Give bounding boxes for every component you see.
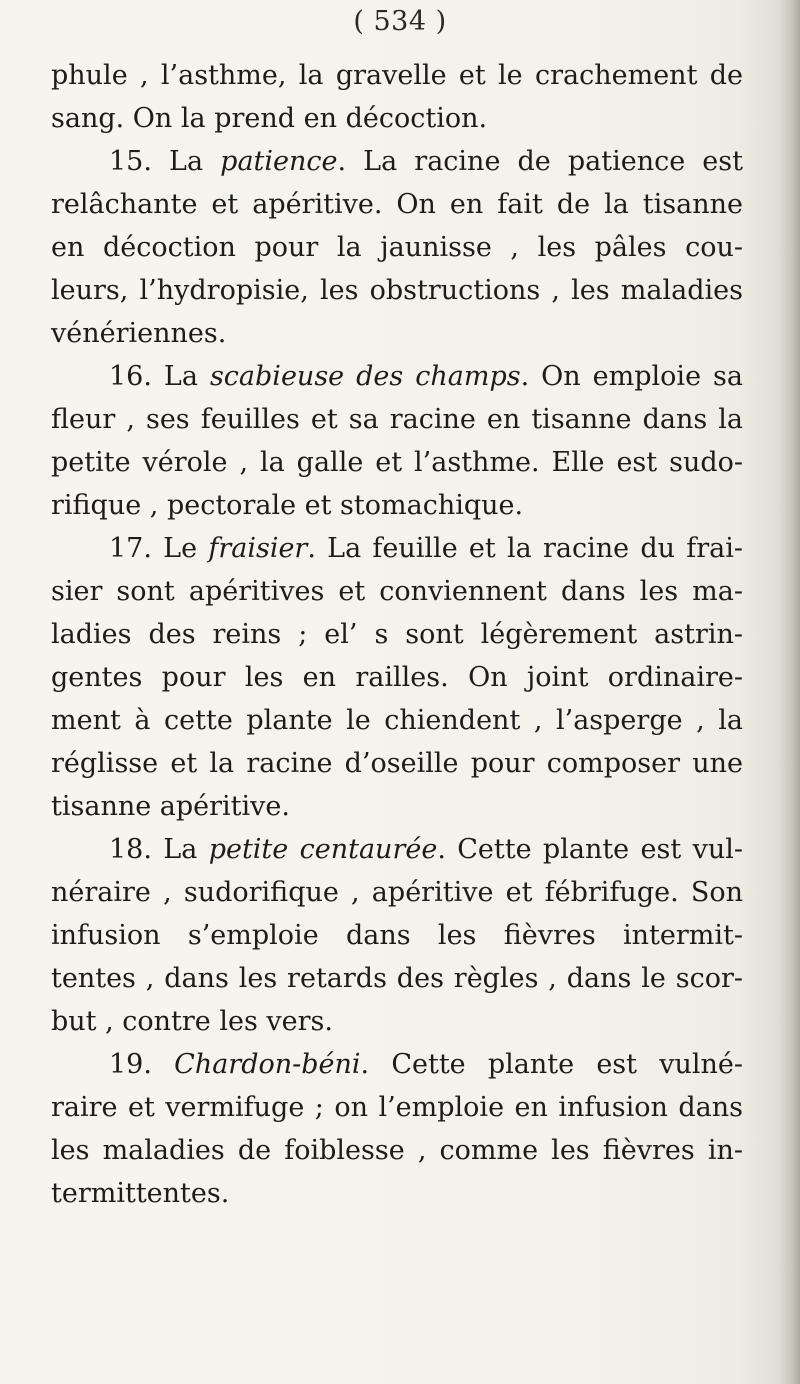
text-line: termittentes. (51, 1178, 230, 1209)
text-line: raire et vermifuge ; on l’emploie en infusion dans (51, 1092, 743, 1123)
text-line: phule , l’asthme, la gravelle et le crachement de (51, 60, 743, 91)
entry-text: . Cette plante est vulné- (360, 1049, 743, 1080)
text-line: ladies des reins ; el’ s sont légèrement astrin- (51, 619, 743, 650)
entry-number: 19. (109, 1049, 175, 1080)
text-line: rifique , pectorale et stomachique. (51, 490, 524, 521)
text-line: sier sont apéritives et conviennent dans les ma- (51, 576, 743, 607)
entry-number: 16. La (109, 361, 210, 392)
entry-text: . Cette plante est vul- (437, 834, 743, 865)
plant-name: petite centaurée (208, 834, 438, 865)
text-line: relâchante et apéritive. On en fait de la tisanne (51, 189, 743, 220)
text-line: leurs, l’hydropisie, les obstructions , les maladies (51, 275, 743, 306)
text-line (51, 527, 743, 570)
text-line: tisanne apéritive. (51, 791, 290, 822)
text-line: en décoction pour la jaunisse , les pâles cou- (51, 232, 743, 263)
text-line (51, 828, 743, 871)
text-line (51, 1043, 743, 1086)
plant-name: scabieuse des champs (209, 361, 521, 392)
text-line: infusion s’emploie dans les fièvres intermit- (51, 920, 743, 951)
text-line: petite vérole , la galle et l’asthme. Elle est sudo- (51, 447, 743, 478)
text-line: les maladies de foiblesse , comme les fièvres in- (51, 1135, 743, 1166)
entry-text: . On emploie sa (520, 361, 743, 392)
text-line: néraire , sudorifique , apéritive et fébrifuge. Son (51, 877, 743, 908)
entry-text: . La racine de patience est (337, 146, 743, 177)
text-line: gentes pour les en railles. On joint ordinaire- (51, 662, 743, 693)
text-line (51, 355, 743, 398)
page-edge-shadow (778, 0, 800, 1384)
text-line: sang. On la prend en décoction. (51, 103, 488, 134)
plant-name: Chardon-béni (174, 1049, 361, 1080)
text-line (51, 140, 743, 183)
text-line: fleur , ses feuilles et sa racine en tisanne dans la (51, 404, 743, 435)
text-line: vénériennes. (51, 318, 227, 349)
entry-text: . La feuille et la racine du frai- (307, 533, 743, 564)
text-line: but , contre les vers. (51, 1006, 333, 1037)
body-text (51, 54, 743, 1215)
entry-number: 15. La (109, 146, 221, 177)
page-number: ( 534 ) (353, 6, 447, 37)
text-line: tentes , dans les retards des règles , dans le scor- (51, 963, 743, 994)
plant-name: patience (220, 146, 338, 177)
text-line: ment à cette plante le chiendent , l’asperge , la (51, 705, 743, 736)
entry-number: 17. Le (109, 533, 209, 564)
plant-name: fraisier (208, 533, 308, 564)
text-line: réglisse et la racine d’oseille pour composer une (51, 748, 743, 779)
entry-number: 18. La (109, 834, 209, 865)
